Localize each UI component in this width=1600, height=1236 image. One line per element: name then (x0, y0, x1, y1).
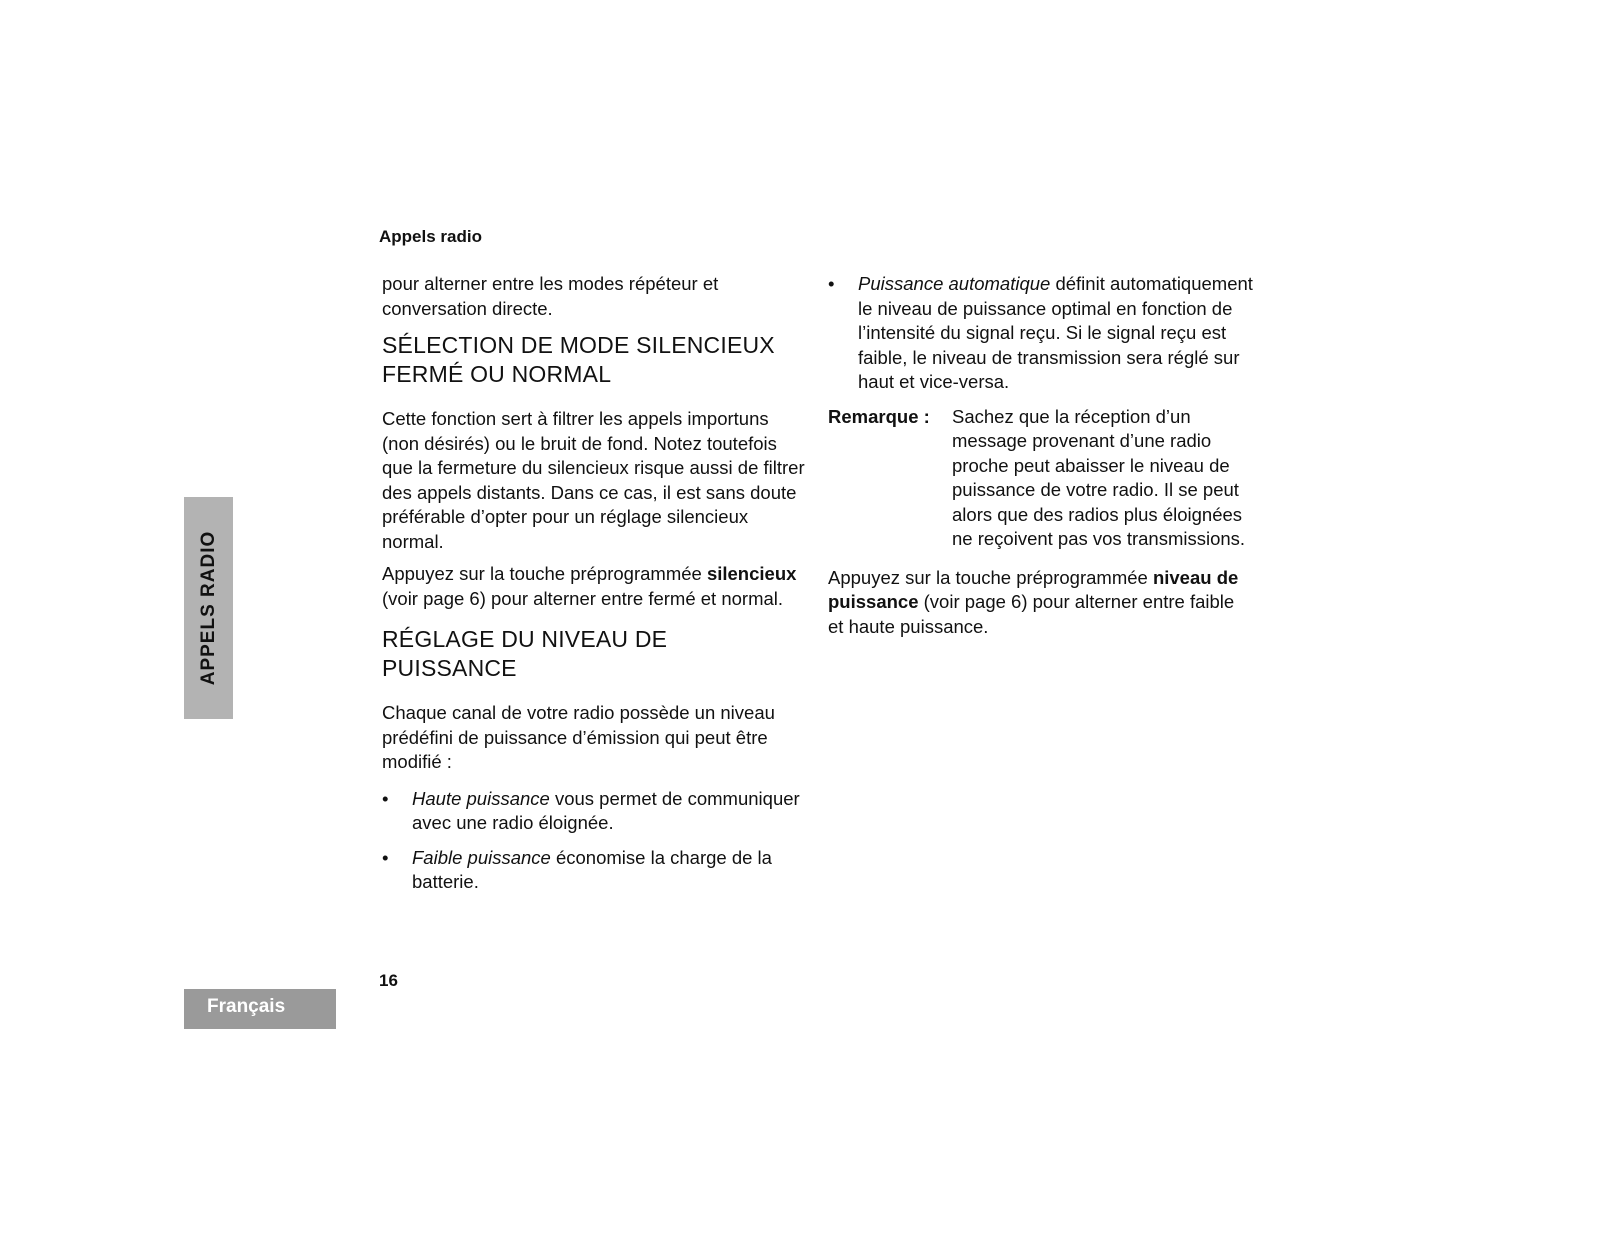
instruction-text: (voir page 6) pour alterner entre faible et haute puissance. (828, 591, 1235, 637)
instruction-text: (voir page 6) pour alterner entre fermé et normal. (382, 587, 784, 609)
bullet-item-puissance-automatique (828, 272, 1253, 395)
note-label: Remarque : (828, 405, 930, 427)
bullet-term: Puissance automatique (858, 273, 1051, 294)
side-tab-label: APPELS RADIO (197, 530, 219, 686)
bullet-dot: • (382, 846, 389, 868)
section-silencieux-paragraph: Cette fonction sert à filtrer les appels importuns (non désirés) ou le bruit de fond. Notez toutefois que la fermeture du silencieux risque aussi de filtrer des appels distants. Dans ce cas, il est sans doute préférable d’opter pour un réglage silencieux normal. (382, 408, 805, 552)
note-text: Sachez que la réception d’un message provenant d’une radio proche peut abaisser le niveau de puissance de votre radio. Il se peut alors que des radios plus éloignées ne reçoivent pas vos transmissions. (952, 405, 1246, 549)
running-head: Appels radio (379, 227, 482, 246)
language-tab: Français (184, 989, 336, 1029)
page-number: 16 (379, 971, 398, 990)
bullet-text: économise la charge de la batterie. (412, 846, 772, 892)
bullet-dot: • (828, 273, 835, 294)
bullet-text: définit automatiquement le niveau de puissance optimal en fonction de l’intensité du signal reçu. Si le signal reçu est faible, le niveau de transmission sera réglé sur haut et vice-versa. (858, 273, 1253, 392)
intro-text: pour alterner entre les modes répéteur et conversation directe. (382, 273, 719, 319)
bullet-dot: • (382, 787, 389, 809)
key-name-silencieux: silencieux (706, 563, 797, 584)
instruction-text: Appuyez sur la touche préprogrammée (382, 563, 707, 584)
section-heading-puissance: RÉGLAGE DU NIVEAU DE PUISSANCE (382, 626, 668, 681)
section-heading-silencieux: SÉLECTION DE MODE SILENCIEUX FERMÉ OU NORMAL (382, 332, 775, 387)
bullet-item-haute-puissance (382, 787, 807, 836)
left-column (382, 272, 807, 905)
power-instruction (828, 566, 1253, 640)
side-tab (184, 497, 233, 719)
instruction-text: Appuyez sur la touche préprogrammée (828, 566, 1153, 588)
bullet-text: vous permet de communiquer avec une radio éloignée. (412, 787, 800, 833)
note-block (828, 405, 1253, 552)
section-silencieux-instruction (382, 562, 807, 611)
right-column (828, 272, 1253, 647)
section-puissance-paragraph: Chaque canal de votre radio possède un niveau prédéfini de puissance d’émission qui peut être modifié : (382, 702, 775, 772)
bullet-term: Haute puissance (412, 787, 550, 809)
bullet-item-faible-puissance (382, 846, 807, 895)
bullet-term: Faible puissance (412, 846, 551, 868)
key-name-niveau-de-puissance: niveau de puissance (828, 566, 1239, 612)
